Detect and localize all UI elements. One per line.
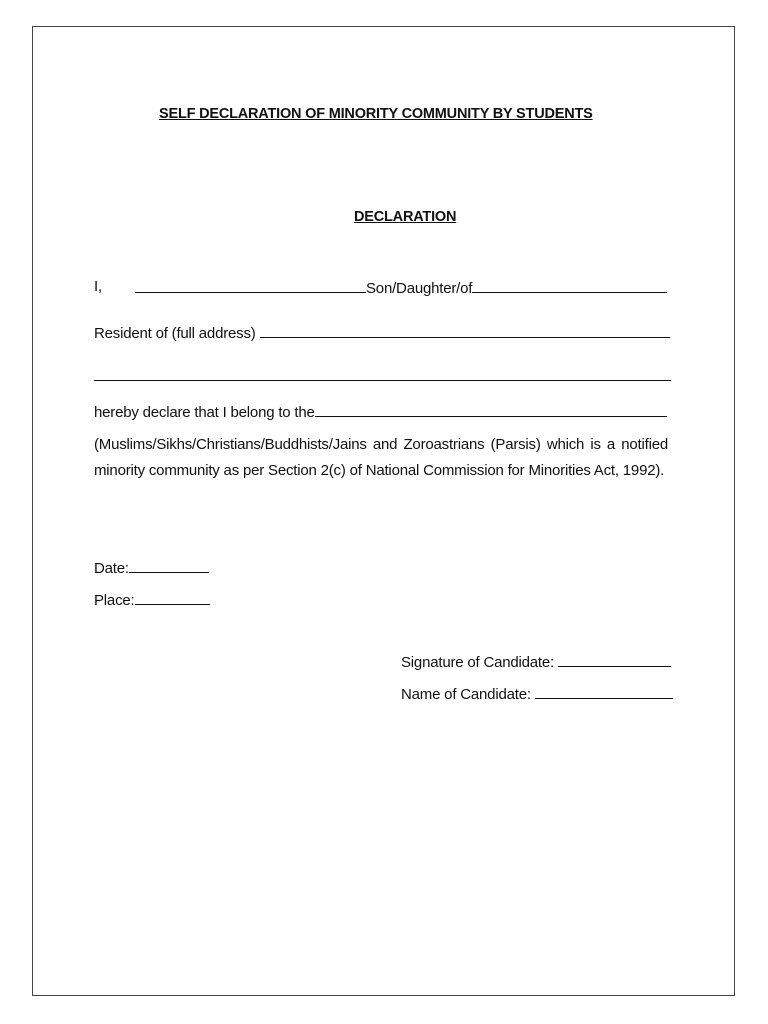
address-blank-2[interactable]	[94, 366, 671, 381]
signature-label: Signature of Candidate:	[401, 654, 555, 671]
name-line-blanks	[135, 278, 667, 298]
address-line-2	[94, 366, 671, 386]
name-label: Name of Candidate:	[401, 686, 531, 703]
date-blank[interactable]	[129, 558, 209, 573]
place-blank[interactable]	[135, 590, 210, 605]
candidate-name-line	[401, 684, 673, 704]
son-daughter-of-label: Son/Daughter/of	[366, 280, 473, 297]
document-page	[32, 26, 735, 996]
place-line	[94, 590, 210, 610]
name-line	[94, 278, 102, 296]
signature-line	[401, 652, 671, 672]
signature-blank[interactable]	[558, 652, 671, 667]
document-title: SELF DECLARATION OF MINORITY COMMUNITY BY STUDENTS	[159, 106, 593, 122]
community-blank[interactable]	[315, 402, 667, 417]
place-label: Place:	[94, 592, 135, 609]
resident-label: Resident of (full address)	[94, 325, 256, 342]
i-label: I,	[94, 278, 102, 295]
declaration-paragraph: (Muslims/Sikhs/Christians/Buddhists/Jains and Zoroastrians (Parsis) which is a notified minority community as per Section 2(c) of National Commission for Minorities Act, 1992).	[94, 436, 668, 479]
declare-label: hereby declare that I belong to the	[94, 404, 315, 421]
declaration-heading: DECLARATION	[354, 209, 457, 225]
address-blank-1[interactable]	[260, 323, 670, 338]
address-line	[94, 323, 670, 343]
parent-name-blank[interactable]	[472, 278, 667, 293]
candidate-name-blank[interactable]	[535, 684, 673, 699]
applicant-name-blank[interactable]	[135, 278, 366, 293]
date-line	[94, 558, 209, 578]
community-line	[94, 402, 667, 422]
date-label: Date:	[94, 560, 129, 577]
